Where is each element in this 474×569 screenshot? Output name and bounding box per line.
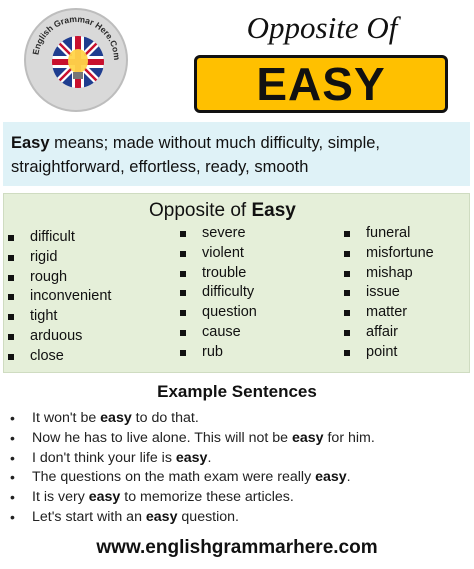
list-item: cause: [180, 323, 257, 343]
opposites-column-2: [180, 224, 257, 363]
opposites-box: [3, 193, 470, 373]
site-logo: [24, 8, 128, 112]
list-item: rough: [8, 268, 111, 288]
list-item: trouble: [180, 264, 257, 284]
example-sentence: • Let's start with an easy question.: [10, 508, 375, 528]
list-item: mishap: [344, 264, 434, 284]
examples-list: [10, 409, 375, 528]
definition-word: Easy: [11, 134, 50, 152]
opposites-column-1: [8, 228, 111, 367]
opposites-heading: Opposite of Easy: [149, 200, 296, 221]
definition-text: means; made without much difficulty, simple,: [49, 134, 380, 152]
list-item: inconvenient: [8, 287, 111, 307]
svg-text:English Grammar Here.Com: English Grammar Here.Com: [30, 13, 123, 61]
list-item: difficult: [8, 228, 111, 248]
list-item: rigid: [8, 248, 111, 268]
definition-line-2: straightforward, effortless, ready, smooth: [11, 158, 309, 176]
example-sentence: • Now he has to live alone. This will not be easy for him.: [10, 429, 375, 449]
list-item: rub: [180, 343, 257, 363]
example-sentence: • The questions on the math exam were really easy.: [10, 468, 375, 488]
word-badge: [194, 55, 448, 113]
list-item: close: [8, 347, 111, 367]
footer-url[interactable]: www.englishgrammarhere.com: [96, 537, 378, 558]
list-item: affair: [344, 323, 434, 343]
page-title: Opposite Of: [246, 10, 398, 45]
headword: EASY: [256, 58, 386, 110]
list-item: funeral: [344, 224, 434, 244]
example-sentence: • It won't be easy to do that.: [10, 409, 375, 429]
opposites-column-3: [344, 224, 434, 363]
example-sentence: • I don't think your life is easy.: [10, 449, 375, 469]
list-item: issue: [344, 283, 434, 303]
definition-line-1: [11, 131, 462, 155]
definition-box: [3, 122, 470, 186]
list-item: matter: [344, 303, 434, 323]
example-sentence: • It is very easy to memorize these articles.: [10, 488, 375, 508]
list-item: misfortune: [344, 244, 434, 264]
flag-bulb-icon: [52, 36, 104, 88]
list-item: question: [180, 303, 257, 323]
list-item: difficulty: [180, 283, 257, 303]
list-item: tight: [8, 307, 111, 327]
list-item: severe: [180, 224, 257, 244]
list-item: point: [344, 343, 434, 363]
list-item: violent: [180, 244, 257, 264]
list-item: arduous: [8, 327, 111, 347]
examples-heading: Example Sentences: [157, 382, 317, 401]
